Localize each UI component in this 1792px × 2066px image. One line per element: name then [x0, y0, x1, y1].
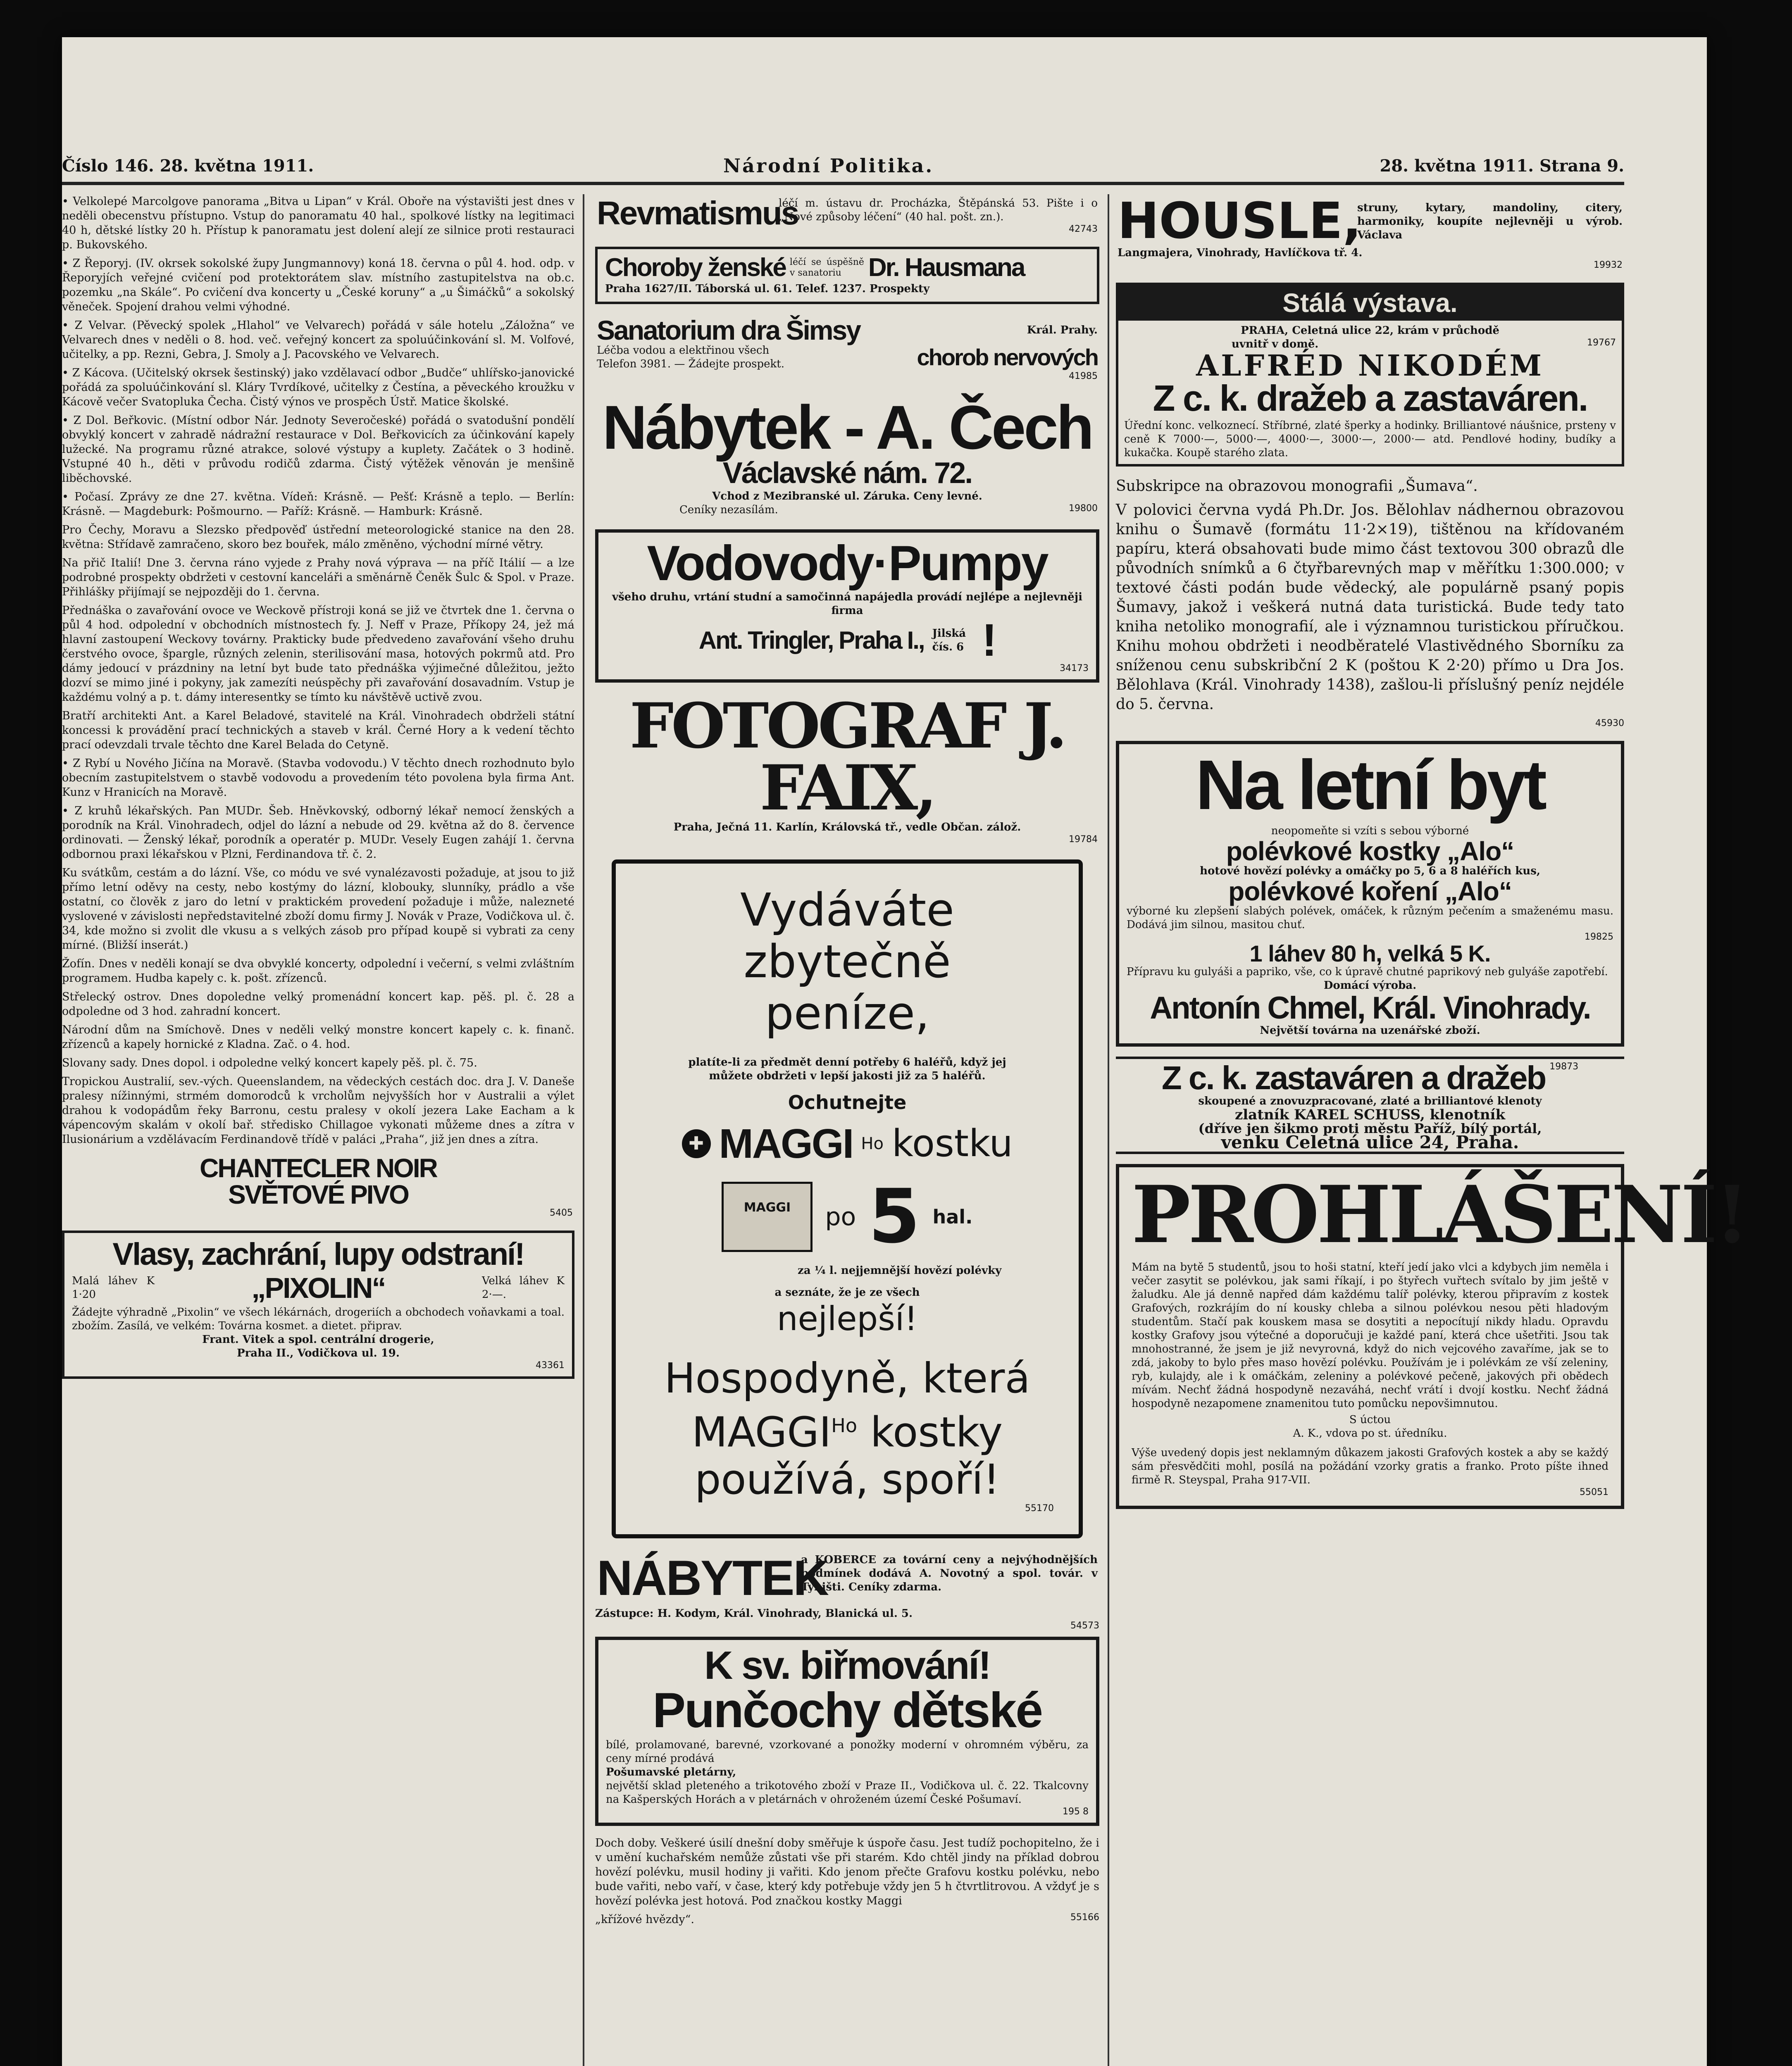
ad-number: 54573 [1070, 1621, 1099, 1631]
prohlaseni-ad [1116, 1164, 1747, 1509]
hausmann-mid: léčí se úspěšně v sanatoriu [789, 257, 864, 278]
prohl-sign2: A. K., vdova po st. úředníku. [1293, 1427, 1447, 1440]
pixolin-brand: „PIXOLIN“ [251, 1272, 385, 1304]
vystava-address2: uvnitř v domě. [1232, 338, 1319, 350]
maggi-price: 5 [868, 1173, 920, 1260]
ad-number: 19873 [1549, 1062, 1579, 1072]
alo-price: 1 láhev 80 h, velká 5 K. [1249, 940, 1491, 966]
news-item: • Velkolepé Marcolgove panorama „Bitva u Lipan“ v Král. Oboře na výstavišti jest dnes v neděli obecenstvu přístupno. Vstup do panoramatu 40 hal., spolkové lístky na legitimaci 40 h, dětské lístky 20 h. Přístup k panoramatu jest dolení alejí ze silnice proti restauraci p. Bukovského. [62, 195, 574, 251]
cech-address: Václavské nám. 72. [722, 457, 972, 490]
news-item: Pro Čechy, Moravu a Slezsko předpověď ústřední meteorologické stanice na den 28. května: Střídavě zamračeno, skoro bez bouřek, málo změněno, východní mírné větry. [62, 524, 574, 551]
ad-number: 43361 [536, 1360, 565, 1371]
pixolin-text: Žádejte výhradně „Pixolin“ ve všech lékárnách, drogeriích a obchodech voňavkami a toal. zbožím. Zasílá, ve velkém: Továrna kosmet. a dietet. připrav. [72, 1306, 565, 1332]
maggi-slogan-2 [641, 1402, 1054, 1456]
newspaper-title: Národní Politika. [723, 155, 934, 177]
alo-domaci: Domácí výroba. [1323, 979, 1417, 992]
exclamation-icon: ! [982, 615, 996, 666]
ad-number: 19800 [1069, 503, 1098, 514]
grafova-text: Doch doby. Veškeré úsilí dnešní doby směřuje k úspoře času. Jest tudíž pochopitelno, že i v umění kuchařském nemůže zůstati vše při starém. Kdo chtěl jindy na příklad dobrou hovězí polévku, musil hodiny ji vařiti. Kdo jenom přečte Grafovu kostku polévku, nebo bude vařiti, nebo vaří, v čase, který kdy potřebuje vždy jen 5 h čtvrtlitrovou. A vždyť je s hovězí polévka jest hotová. Pod značkou kostky Maggi [595, 1837, 1099, 1908]
ad-number: 55166 [1070, 1912, 1099, 1923]
nabytek-rep: Zástupce: H. Kodym, Král. Vinohrady, Blanická ul. 5. [595, 1607, 913, 1620]
ad-number: 55170 [1025, 1503, 1054, 1514]
news-item: Ku svátkům, cestám a do lázní. Vše, co módu ve své vynalézavosti požaduje, at jsou to již přímo letní oděvy na cesty, nebo kostýmy do lázní, klobouky, slunníky, prádlo a vše ostatní, co člověk z jaro do letní v praktickém provedení požaduje i může, nalezneté vyslovené v závislosti nepředstavitelné zboží domu firmy J. Novák v Praze, Vodičkova ul. č. 34, kde možno si zvolit dle vkusu a s velkých zásob pro případ koupě si vybrati za ceny mírné. (Bližší inserát.) [62, 866, 574, 952]
maggi-poznat: a seznáte, že je ze všech [774, 1286, 920, 1299]
alo-koreni: polévkové koření „Alo“ [1228, 876, 1512, 906]
ad-number: 19825 [1585, 932, 1613, 942]
news-item: • Z Kácova. (Učitelský okrsek šestinský) jako vzdělavací odbor „Budče“ uhlířsko-janovické pořádá za spoluúčinkování sl. Kláry Tvrdíkové, učitelky z Čestína, a pěveckého kroužku v Kácově večer Svatopluka Čecha. Čistý výnos ve prospěch Ústř. Matice školské. [62, 367, 574, 408]
nikodem-name: ALFRÉD NIKODÉM [1196, 348, 1544, 383]
hausmann-address: Praha 1627/II. Táborská ul. 61. Telef. 1237. Prospekty [605, 283, 930, 295]
chantecler-line1: CHANTECLER NOIR [200, 1153, 437, 1183]
novotny-furniture-ad [595, 1551, 1099, 1605]
maggi-po: po [825, 1202, 856, 1231]
news-item: • Počasí. Zprávy ze dne 27. května. Vídeň: Krásně. — Pešť: Krásně a teplo. — Berlín: Krásně. — Magdeburk: Pošmourno. — Paříž: Krásně. — Hamburk: Krásně. [62, 490, 574, 518]
maggi-hal: hal. [932, 1205, 973, 1228]
simsa-big: chorob nervových [917, 344, 1098, 370]
maggi-headline-2: zbytečně [743, 935, 951, 988]
maggi-slogan-brand: MAGGI [691, 1408, 832, 1457]
pixolin-ad [62, 1231, 574, 1379]
alo-ad [1116, 741, 1624, 1047]
tringler-pumps-ad [595, 529, 1099, 683]
column-divider [583, 194, 584, 2066]
news-item: Přednáška o zavařování ovoce ve Weckově přístroji koná se již ve čtvrtek dne 1. června o půl 4 hod. odpolední v obchodních místnostech fy. J. Neff v Praze, Příkopy 24, jež má hlavní zastoupení Weckovy továrny. Prakticky bude předvedeno zavařování všeho druhu čerstvého ovoce, špargle, různých zelenin, sterilisování masa, hotových pokrmů atd. Pro dámy jedoucí v prázdniny na letní byt bude tato přednáška výjimečné důležitou, ježto dozví se mimo jiné i pokyny, jak zamezíti neúspěchy při zavařování dosavadním. Vstup je každému volný a p. t. dámy interesentky se tímto ku návštěvě uctivě zvou. [62, 604, 574, 704]
sumava-text: V polovici června vydá Ph.Dr. Jos. Bělohlav nádhernou obrazovou knihu o Šumavě (formátu 11·2×19), tištěnou na křídovaném papíru, která obsahovati bude mimo část textovou 300 obrazů dle původních snímků a 6 čtyřbarevných map v měřítku 1:300.000; v textové části podán bude vědecký, ale populárně psaný popis Šumavy, jakož i veškerá nutná data turistická. Bude tedy tato kniha netoliko monografií, ale i významnou turistickou příručkou. Knihu mohou obdržeti i neodběratelé Vlastivědného Sborníku za sníženou cenu subskribční 2 K (poštou K 2·20) přímo u Dra Jos. Bělohlava (Král. Vinohrady 1438), zašlou-li příslušný peníz nejdéle do 5. června. [1116, 502, 1624, 713]
maggi-slogan-1: Hospodyně, která [664, 1354, 1030, 1402]
ad-number: 19784 [1069, 834, 1098, 845]
pixolin-address: Praha II., Vodičkova ul. 19. [237, 1347, 400, 1359]
pixolin-title: Vlasy, zachrání, lupy odstraní! [112, 1237, 524, 1272]
maggi-slogan-3: používá, spoří! [694, 1455, 1000, 1504]
cech-title: Nábytek - A. Čech [602, 393, 1092, 462]
news-item: • Z Dol. Beřkovic. (Místní odbor Nár. Jednoty Severočeské) pořádá o svatodušní pondělí obvyklý koncert v zahradě nádražní restaurace v Dol. Beřkovicích za účinkování kapely lužecké. Na programu různé atrakce, solové výstupy a kuplety. Začátek o 3 hodině. Vstupné 40 h., děti v průvodu rodičů zdarma. Čistý výtěžek věnován je menšině liběchovské. [62, 414, 574, 485]
news-item: Žofín. Dnes v neděli konají se dva obvyklé koncerty, odpolední i večerní, s velmi zvláštním programem. Hudba kapely c. k. pošt. zřízenců. [62, 957, 574, 985]
prohl-title: PROHLÁŠENÍ! [1132, 1169, 1747, 1261]
housle-text: struny, kytary, mandoliny, citery, harmoniky, koupíte nejlevněji u výrob. Václava [1357, 201, 1623, 241]
ad-number: 45930 [1595, 718, 1624, 728]
maggi-ho: Ho [861, 1134, 884, 1153]
birm-text2: největší sklad pleteného a trikotového zboží v Praze II., Vodičkova ul. č. 22. Tkalcovny na Kašperských Horách a v pletárnách v ohroženém území České Pošumaví. [606, 1780, 1089, 1806]
news-item: Národní dům na Smíchově. Dnes v neděli velký monstre koncert kapely c. k. finanč. zřízenců a kapely hornické z Kladna. Zač. o 4. hod. [62, 1023, 574, 1051]
news-item: Bratří architekti Ant. a Karel Beladové, stavitelé na Král. Vinohradech obdrželi státní koncessi k provádění prací technických a staveb v král. Černé Hory a k vedení těchto prací odevzdali trvale těchto dne Karel Belada do Cetyně. [62, 709, 574, 751]
hausmann-ad [595, 247, 1099, 304]
housle-line: Langmajera, Vinohrady, Havlíčkova tř. 4. [1118, 247, 1363, 259]
column-divider [1108, 194, 1109, 2066]
ad-number: 5405 [550, 1208, 573, 1218]
faix-photo-ad [595, 690, 1099, 847]
maggi-cube-image: MAGGI [722, 1182, 813, 1252]
page-header [62, 149, 1624, 185]
nikodem-text: Úřední konc. velkoznecí. Stříbrné, zlaté šperky a hodinky. Brilliantové náušnice, prsteny v ceně K 7000·—, 5000·—, 4000·—, 3000·—, 2000·— atd. Pendlové hodiny, budíky a kukačka. Koupě starého zlata. [1124, 419, 1616, 459]
schuss-street: venku Celetná ulice 24, Praha. [1221, 1132, 1519, 1152]
schuss-text: skoupené a znovuzpracované, zlaté a brilliantové klenoty [1198, 1095, 1542, 1107]
ad-number: 195 8 [1063, 1807, 1089, 1817]
vystava-title: Stálá výstava. [1118, 285, 1622, 321]
prohl-text2: Výše uvedený dopis jest neklamným důkazem jakosti Grafových kostek a aby se každý sám přesvědčiti mohl, posílá na požádání vzorky gratis a franko. Proto píšte ihned firmě R. Steyspal, Praha 917-VII. [1132, 1447, 1609, 1486]
rheuma-text: léčí m. ústavu dr. Procházka, Štěpánská 53. Pište i o „Nové způsoby léčení“ (40 hal. pošt. zn.). [779, 197, 1098, 223]
alo-paprika: Přípravu ku gulyáši a papriko, vše, co k úpravě chutné paprikový neb gulyáše zapotřebí. [1127, 966, 1608, 978]
ads-column-right [1116, 193, 1747, 2066]
maggi-brand: MAGGI [719, 1120, 853, 1167]
maggi-try: Ochutnejte [788, 1091, 907, 1114]
rheuma-title: Revmatismus [597, 195, 798, 231]
vystava-address: PRAHA, Celetná ulice 22, krám v průchodě [1241, 324, 1499, 337]
maggi-headline-3: peníze, [765, 987, 930, 1040]
news-item: Na přič Italií! Dne 3. června ráno vyjede z Prahy nová výprava — na příč Itálií — a lze podrobné prospekty obdržeti v cestovní kanceláři a směnárně Čeněk Šulc & Spol. v Praze. Přihlášky přijímají se nejpozději do 1. června. [62, 557, 574, 598]
cross-star-icon: ✚ [682, 1129, 711, 1158]
pixolin-big-bottle: Velká láhev K 2·—. [481, 1275, 565, 1301]
hausmann-name: Dr. Hausmana [868, 253, 1025, 282]
housle-title: HOUSLE, [1118, 193, 1362, 250]
news-item: Tropickou Australií, sev.-vých. Queenslandem, na vědeckých cestách doc. dra J. V. Daneše pralesy nížinnými, strmém domorodců k vrcholům nejvyšších hor v Australii a výlet drahou k vodopádům řeky Barronu, cestu pralesy v okolí jezera Lake Eacham a k vápencovým skalám v okolí bař. středisko Chillagoe vykonati můžeme dnes a zítra v Ilusionárium a vzdělávacím Ferdinandově třídě v paláci „Praha“, již jen dnes a zítra. [62, 1075, 574, 1146]
nabytek-title: NÁBYTEK [597, 1550, 828, 1606]
alo-line3: výborné ku zlepšení slabých polévek, omáček, k různým pečením a smaženému masu. Dodává jim silnou, masitou chuť. [1127, 905, 1613, 931]
maggi-best: nejlepší! [777, 1300, 918, 1338]
faix-address: Praha, Ječná 11. Karlín, Královská tř., vedle Občan. zálož. [673, 821, 1021, 833]
ads-column-middle [595, 194, 1099, 2066]
maggi-slogan-ho: Ho [831, 1414, 857, 1437]
ad-number: 19767 [1587, 338, 1616, 348]
chantecler-ad [62, 1152, 574, 1221]
prohl-sign1: S úctou [1349, 1414, 1391, 1426]
simsa-side: Král. Prahy. [1027, 324, 1098, 336]
ad-number: 19932 [1594, 260, 1623, 270]
pumpy-title: Vodovody·Pumpy [647, 536, 1048, 591]
news-item: • Z Velvar. (Pěvecký spolek „Hlahol“ ve Velvarech) pořádá v sále hotelu „Záložna“ ve Velvarech dnes v neděli o 8. hod. več. veřejný koncert za spoluúčinkování sl. M. Volfové, učitelky, a pp. Rezni, Gebra, J. Smoly a J. Pacovského ve Velvarech. [62, 319, 574, 361]
alo-footer: Největší továrna na uzenářské zboží. [1260, 1024, 1480, 1037]
news-item: • Z Řeporyj. (IV. okrsek sokolské župy Jungmannovy) koná 18. června o půl 4. hod. odp. v Řeporyjích veřejné cvičení pod protektorátem slav. místního zastupitelstva na ob.c. pozemku „na Skále“. Po cvičení dva koncerty u „České koruny“ a „u Šimáčků“ a sokolský věneček. Spojení drahou velmi výhodné. [62, 257, 574, 313]
grafova-cross: „křížové hvězdy“. [595, 1913, 694, 1926]
cech-line: Vchod z Mezibranské ul. Záruka. Ceny levné. [712, 490, 982, 502]
alo-firm: Antonín Chmel, Král. Vinohrady. [1150, 990, 1590, 1026]
maggi-za: za ¼ l. nejjemnější hovězí polévky [798, 1264, 1002, 1277]
ad-number: 41985 [1069, 371, 1098, 381]
schuss-firm: zlatník KAREL SCHUSS, klenotník [1234, 1107, 1506, 1123]
alo-title: Na letní byt [1195, 746, 1545, 824]
maggi-kostku: kostku [891, 1122, 1013, 1165]
pumpy-text: všeho druhu, vrtání studní a samočinná napájedla provádí nejlépe a nejlevněji firma [612, 591, 1082, 617]
simsa-ad [595, 314, 1099, 384]
faix-title: FOTOGRAF J. FAIX, [629, 690, 1065, 824]
birm-sub: Punčochy dětské [652, 1683, 1042, 1738]
pixolin-firm: Frant. Vitek a spol. centrální drogerie, [202, 1333, 434, 1346]
pumpy-street: Jilská čís. 6 [932, 627, 966, 653]
ad-number: 55051 [1580, 1487, 1609, 1497]
pumpy-firm: Ant. Tringler, Praha I., [698, 626, 924, 654]
birm-title: K sv. biřmování! [704, 1643, 990, 1688]
ad-number: 34173 [1060, 663, 1089, 674]
news-item: Střelecký ostrov. Dnes dopoledne velký promenádní koncert kap. pěš. pl. č. 28 a odpoledne od 3 hod. zahradní koncert. [62, 990, 574, 1018]
alo-line1: neopomeňte si vzíti s sebou výborné [1271, 825, 1469, 837]
issue-number: Číslo 146. 28. května 1911. [62, 156, 314, 176]
news-item: • Z Rybí u Nového Jičína na Moravě. (Stavba vodovodu.) V těchto dnech rozhodnuto bylo obecním zastupitelstvem o stavbě vodovodu a provedením této povolena byla firma Ant. Kunz v Hranicích na Moravě. [62, 757, 574, 799]
rheuma-ad [595, 194, 1099, 237]
birm-firm: Pošumavské pletárny, [606, 1766, 736, 1779]
pixolin-small-bottle: Malá láhev K 1·20 [72, 1275, 155, 1301]
news-column [62, 194, 574, 2066]
nikodem-title: Z c. k. dražeb a zastaváren. [1153, 378, 1587, 419]
maggi-headline-1: Vydáváte [740, 883, 954, 936]
vystava-ad [1116, 283, 1624, 467]
simsa-phone: Telefon 3981. — Žádejte prospekt. [597, 358, 784, 370]
page-number: 28. května 1911. Strana 9. [1380, 156, 1624, 176]
schuss-address: (dříve jen šikmo proti městu Paříž, bílý portál, [1198, 1121, 1542, 1136]
schuss-title: Z c. k. zastaváren a dražeb [1161, 1059, 1546, 1096]
prohl-text: Mám na bytě 5 studentů, jsou to hoši statní, kteří jedí jako vlci a kdybych jim neměla i večer zasytit se polévkou, jak sami říkají, i po štyřech vuřtech svítalo by jim ještě v žaludku. Ale já denně napřed dám každému talíř polévky, kterou připravím z kostek Grafových, rozkrájím do ní kousky chleba a silnou polévkou nesou pěti hladovým studentům. Stačí pak kouskem masa se dosytiti a nepocítují nikdy hladu. Opravdu kostky Grafovy jsou výtečné a doporučuji je každé paní, která chce ušetřiti. Jsou tak mnohostranné, že jsem je již nevyrovná, když do nich vejcového zavaříme, jak se to zdá, jakoby to bylo přes maso hovězí polévku. Používám je i polévkám ze vší zeleniny, ryb, kulajdy, ale i k omáčkám, zeleniny a polévkové pečeně, jakových při obědech mívám. Nechť žádná hospodyně nezaváhá, nechť vrátí i dvojí kostku. Nechť žádná hospodyně nezapomene znamenitou tuto pomůcku nepovšimnutou. [1132, 1261, 1609, 1410]
cech-catalog: Ceníky nezasílám. [679, 504, 778, 516]
schuss-ad [1116, 1057, 1624, 1154]
ad-number: 42743 [1069, 224, 1098, 234]
nabytek-text: a KOBERCE za tovární ceny a nejvýhodnějších podmínek dodává A. Novotný a spol. továr. v Tyništi. Ceníky zdarma. [801, 1554, 1098, 1594]
simsa-text: Léčba vodou a elektřinou všech [597, 344, 770, 357]
news-item: Slovany sady. Dnes dopol. i odpoledne velký koncert kapely pěš. pl. č. 75. [62, 1057, 477, 1069]
cech-furniture-ad [595, 394, 1099, 519]
alo-kostky: polévkové kostky „Alo“ [1226, 836, 1514, 866]
simsa-title: Sanatorium dra Šimsy [597, 315, 860, 345]
maggi-text: platíte-li za předmět denní potřeby 6 haléřů, když jej můžete obdržeti v lepší jakosti již za 5 haléřů. [688, 1056, 1006, 1082]
hausmann-title: Choroby ženské [605, 253, 786, 282]
housle-ad [1116, 194, 1624, 273]
chantecler-line2: SVĚTOVÉ PIVO [228, 1180, 408, 1209]
news-item: • Z kruhů lékařských. Pan MUDr. Šeb. Hněvkovský, odborný lékař nemocí ženských a porodník na Král. Vinohradech, odjel do lázní a nebude od 29. května až do 8. července ordinovati. — Ženský lékař, porodník a operatér p. MUDr. Vesely Eugen zahájí 1. června odbornou praxi lékařskou v Plzni, Ferdinandova tř. č. 2. [62, 805, 574, 861]
birm-text: bílé, prolamované, barevné, vzorkované a ponožky moderní v ohromném výběru, za ceny mírné prodává [606, 1739, 1089, 1765]
sumava-title: Subskripce na obrazovou monografii „Šumava“. [1116, 478, 1478, 495]
maggi-slogan-kostky: kostky [870, 1408, 1003, 1457]
alo-line2: hotové hovězí polévky a omáčky po 5, 6 a 8 haléřích kus, [1200, 865, 1540, 877]
maggi-ad [612, 859, 1083, 1538]
birmovani-ad [595, 1637, 1099, 1826]
